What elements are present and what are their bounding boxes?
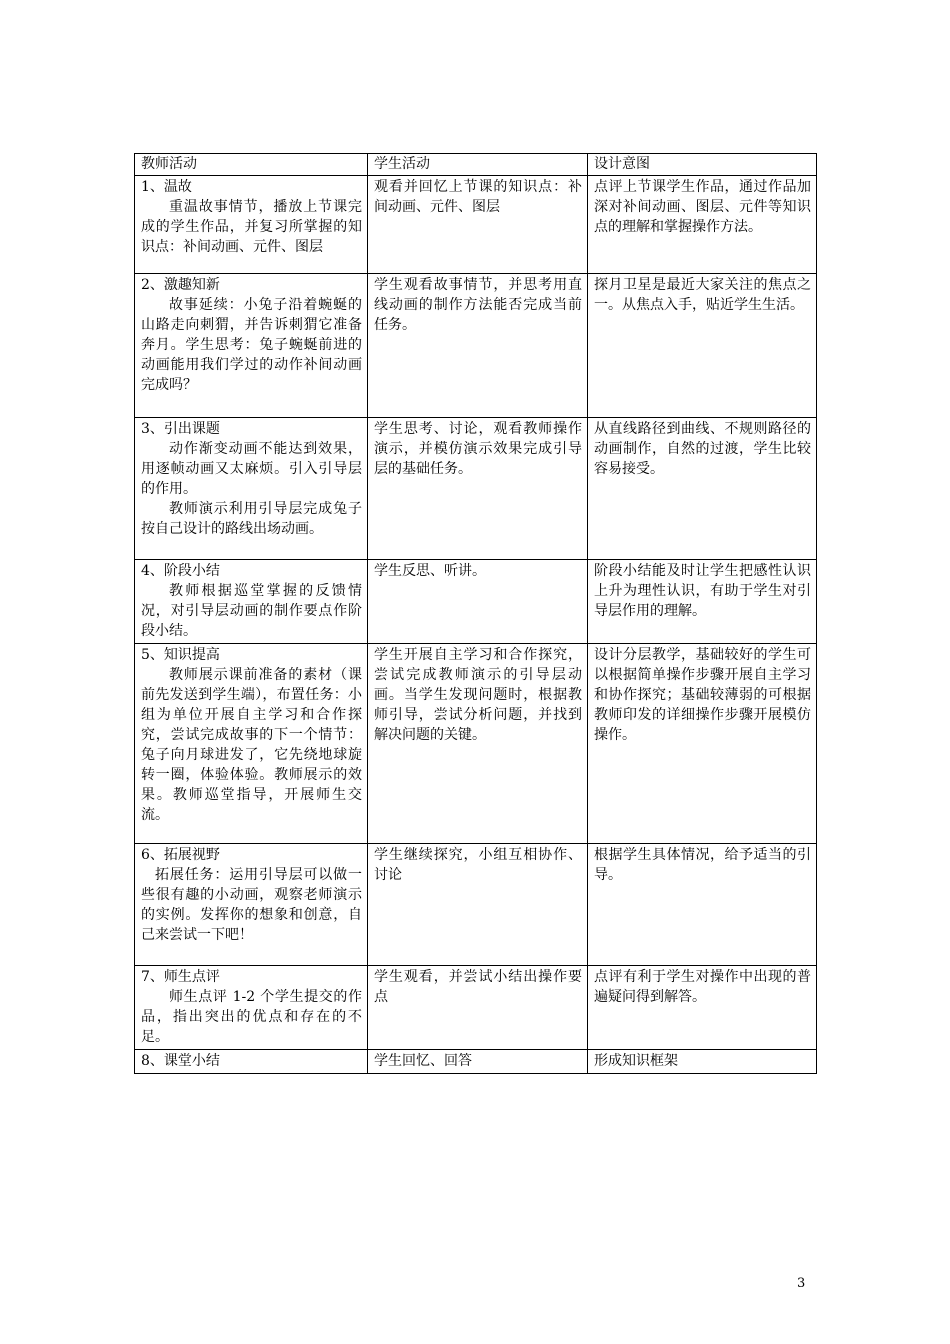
student-activity-cell: 观看并回忆上节课的知识点：补间动画、元件、图层 xyxy=(368,176,588,274)
teacher-paragraph: 教师展示课前准备的素材（课前先发送到学生端），布置任务：小组为单位开展自主学习和合作探究，尝试完成故事的下一个情节：兔子向月球进发了，它先绕地球旋转一圈，体验体验。教师展示的效果。教师巡堂指导，开展师生交流。 xyxy=(141,667,362,823)
teacher-activity-cell xyxy=(135,644,368,844)
teacher-activity-cell xyxy=(135,966,368,1050)
table-row xyxy=(135,844,817,966)
step-title: 6、拓展视野 xyxy=(141,847,220,863)
design-intent-cell: 点评上节课学生作品，通过作品加深对补间动画、图层、元件等知识点的理解和掌握操作方法。 xyxy=(588,176,817,274)
teacher-activity-cell xyxy=(135,274,368,418)
teacher-activity-cell xyxy=(135,560,368,644)
design-intent-cell: 设计分层教学，基础较好的学生可以根据简单操作步骤开展自主学习和协作探究；基础较薄弱的可根据教师印发的详细操作步骤开展模仿操作。 xyxy=(588,644,817,844)
teacher-paragraph: 故事延续：小兔子沿着蜿蜒的山路走向刺猬，并告诉刺猬它准备奔月。学生思考：兔子蜿蜒前进的动画能用我们学过的动作补间动画完成吗？ xyxy=(141,297,362,393)
student-activity-cell: 学生回忆、回答 xyxy=(368,1050,588,1074)
step-title: 5、知识提高 xyxy=(141,647,220,663)
table-row xyxy=(135,966,817,1050)
student-activity-cell: 学生继续探究，小组互相协作、讨论 xyxy=(368,844,588,966)
header-student-activity: 学生活动 xyxy=(368,154,588,176)
table-row xyxy=(135,176,817,274)
step-title: 3、引出课题 xyxy=(141,421,220,437)
table-row xyxy=(135,560,817,644)
teacher-paragraph: 教师根据巡堂掌握的反馈情况，对引导层动画的制作要点作阶段小结。 xyxy=(141,583,362,639)
teacher-paragraph: 动作渐变动画不能达到效果，用逐帧动画又太麻烦。引入引导层的作用。 xyxy=(141,441,362,497)
step-title: 7、师生点评 xyxy=(141,969,220,985)
design-intent-cell: 点评有利于学生对操作中出现的普遍疑问得到解答。 xyxy=(588,966,817,1050)
step-title: 8、课堂小结 xyxy=(141,1053,220,1069)
teacher-paragraph: 师生点评 1-2 个学生提交的作品，指出突出的优点和存在的不足。 xyxy=(141,989,362,1045)
page-number: 3 xyxy=(797,1276,806,1291)
lesson-plan-table xyxy=(134,153,817,1074)
student-activity-cell: 学生反思、听讲。 xyxy=(368,560,588,644)
design-intent-cell: 阶段小结能及时让学生把感性认识上升为理性认识，有助于学生对引导层作用的理解。 xyxy=(588,560,817,644)
student-activity-cell: 学生观看，并尝试小结出操作要点 xyxy=(368,966,588,1050)
design-intent-cell: 形成知识框架 xyxy=(588,1050,817,1074)
teacher-paragraph: 拓展任务：运用引导层可以做一些很有趣的小动画，观察老师演示的实例。发挥你的想象和创意，自己来尝试一下吧！ xyxy=(141,867,362,943)
student-activity-cell: 学生开展自主学习和合作探究，尝试完成教师演示的引导层动画。当学生发现问题时，根据教师引导，尝试分析问题，并找到解决问题的关键。 xyxy=(368,644,588,844)
header-teacher-activity: 教师活动 xyxy=(135,154,368,176)
teacher-activity-cell xyxy=(135,844,368,966)
design-intent-cell: 从直线路径到曲线、不规则路径的动画制作，自然的过渡，学生比较容易接受。 xyxy=(588,418,817,560)
student-activity-cell: 学生观看故事情节，并思考用直线动画的制作方法能否完成当前任务。 xyxy=(368,274,588,418)
table-row xyxy=(135,1050,817,1074)
table-row xyxy=(135,644,817,844)
step-title: 4、阶段小结 xyxy=(141,563,220,579)
table-row xyxy=(135,274,817,418)
teacher-activity-cell xyxy=(135,418,368,560)
student-activity-cell: 学生思考、讨论，观看教师操作演示，并模仿演示效果完成引导层的基础任务。 xyxy=(368,418,588,560)
teacher-activity-cell xyxy=(135,176,368,274)
table-row xyxy=(135,418,817,560)
teacher-paragraph: 教师演示利用引导层完成兔子按自己设计的路线出场动画。 xyxy=(141,501,362,537)
teacher-activity-cell xyxy=(135,1050,368,1074)
teacher-paragraph: 重温故事情节，播放上节课完成的学生作品，并复习所掌握的知识点：补间动画、元件、图层 xyxy=(141,199,362,255)
header-design-intent: 设计意图 xyxy=(588,154,817,176)
step-title: 1、温故 xyxy=(141,179,192,195)
design-intent-cell: 探月卫星是最近大家关注的焦点之一。从焦点入手，贴近学生生活。 xyxy=(588,274,817,418)
design-intent-cell: 根据学生具体情况，给予适当的引导。 xyxy=(588,844,817,966)
table-header-row xyxy=(135,154,817,176)
step-title: 2、激趣知新 xyxy=(141,277,220,293)
